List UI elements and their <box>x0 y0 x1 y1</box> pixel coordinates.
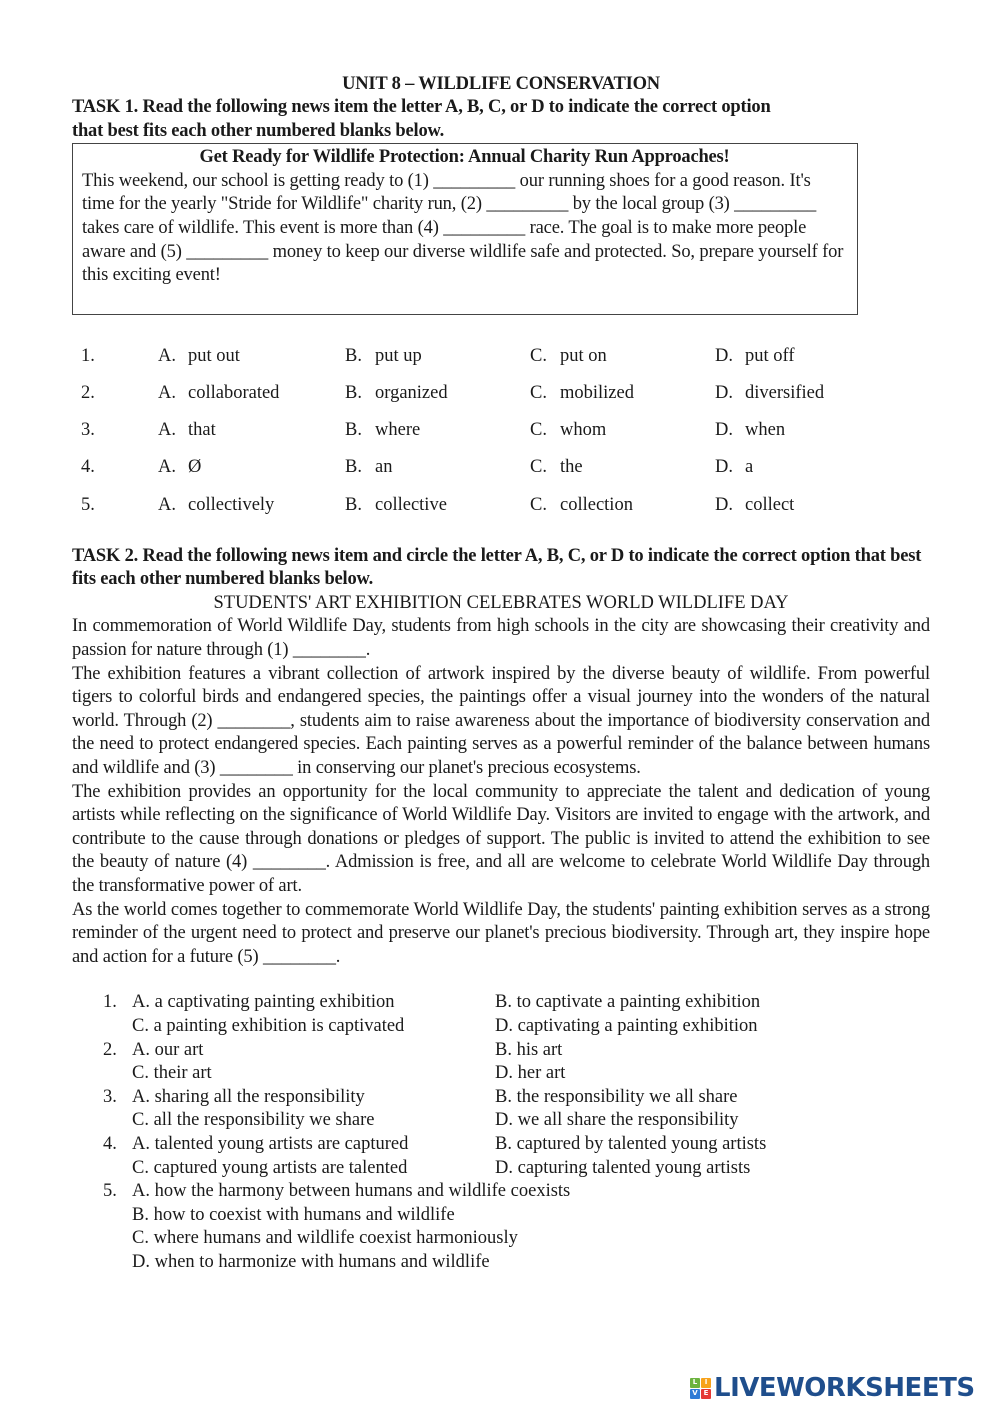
option-text: put out <box>188 345 240 366</box>
worksheet-page <box>72 72 930 1274</box>
option-letter: B. <box>345 420 362 441</box>
option-c[interactable]: C. where humans and wildlife coexist harmoniously <box>132 1228 518 1249</box>
question-number: 4. <box>81 457 95 478</box>
option-text: when <box>745 420 786 441</box>
logo-text: LIVEWORKSHEETS <box>714 1373 975 1403</box>
task1-heading-line1: TASK 1. Read the following news item the letter A, B, C, or D to indicate the correct option <box>72 97 771 117</box>
option-b[interactable] <box>345 382 530 406</box>
option-a[interactable] <box>158 494 345 518</box>
option-a[interactable] <box>158 345 345 369</box>
question-number: 1. <box>81 345 95 366</box>
option-text: where <box>375 420 421 441</box>
option-d[interactable]: D. we all share the responsibility <box>495 1110 739 1131</box>
option-a[interactable]: A. talented young artists are captured <box>132 1133 409 1154</box>
question-number: 4. <box>103 1133 117 1154</box>
option-c[interactable] <box>530 419 715 443</box>
option-c[interactable]: C. their art <box>132 1063 212 1084</box>
option-letter: C. <box>530 494 547 515</box>
option-text: organized <box>375 382 448 403</box>
logo-tile-i: I <box>701 1378 711 1388</box>
article-paragraph: The exhibition features a vibrant collection of artwork inspired by the diverse beauty of wildlife. From powerful tigers to colorful birds and endangered species, the paintings offer a visual journey into the wonders of the natural world. Through (2) ________, students aim to raise awareness about the importance of biodiversity conservation and the need to protect endangered species. Each painting serves as a powerful reminder of the balance between humans and wildlife and (3) ________ in conserving our planet's precious ecosystems. <box>72 663 930 778</box>
logo-tile-v: V <box>690 1389 700 1399</box>
logo-tile-e: E <box>701 1389 711 1399</box>
option-letter: A. <box>158 494 176 515</box>
option-letter: D. <box>715 457 733 478</box>
question-number: 2. <box>81 382 95 403</box>
option-text: collection <box>560 494 633 515</box>
option-letter: D. <box>715 345 733 366</box>
option-text: that <box>188 420 216 441</box>
option-text: collect <box>745 494 795 515</box>
option-letter: D. <box>715 494 733 515</box>
option-text: put on <box>560 345 607 366</box>
option-d[interactable]: D. capturing talented young artists <box>495 1157 751 1178</box>
article-body <box>72 615 930 969</box>
question-number: 3. <box>81 420 95 441</box>
option-letter: C. <box>530 345 547 366</box>
option-c[interactable]: C. a painting exhibition is captivated <box>132 1015 405 1036</box>
option-letter: B. <box>345 494 362 515</box>
option-a[interactable] <box>158 382 345 406</box>
question-number: 1. <box>103 992 117 1013</box>
logo-tile-l: L <box>690 1378 700 1388</box>
option-c[interactable]: C. all the responsibility we share <box>132 1110 375 1131</box>
option-text: Ø <box>188 457 202 478</box>
article-title: STUDENTS' ART EXHIBITION CELEBRATES WORLD WILDLIFE DAY <box>213 592 789 613</box>
task2-question <box>103 1086 930 1133</box>
option-a[interactable]: A. how the harmony between humans and wildlife coexists <box>132 1181 571 1202</box>
question-number: 5. <box>103 1181 117 1202</box>
option-text: collectively <box>188 494 275 515</box>
option-b[interactable] <box>345 345 530 369</box>
option-letter: B. <box>345 457 362 478</box>
news-item-title: Get Ready for Wildlife Protection: Annual Charity Run Approaches! <box>199 147 730 167</box>
task2-options <box>72 991 930 1274</box>
task1-question-row <box>72 450 872 487</box>
option-text: an <box>375 457 393 478</box>
task1-options <box>72 338 872 524</box>
option-letter: D. <box>715 382 733 403</box>
option-a[interactable]: A. our art <box>132 1039 204 1060</box>
task2-question <box>103 1180 930 1274</box>
option-text: mobilized <box>560 382 634 403</box>
option-b[interactable]: B. his art <box>495 1039 563 1060</box>
option-letter: C. <box>530 457 547 478</box>
logo-tiles-icon <box>690 1378 711 1399</box>
option-text: a <box>745 457 754 478</box>
question-number: 3. <box>103 1086 117 1107</box>
option-text: the <box>560 457 583 478</box>
option-letter: A. <box>158 457 176 478</box>
option-text: put off <box>745 345 795 366</box>
task1-heading <box>72 96 930 143</box>
option-d[interactable] <box>715 382 855 406</box>
task2-question <box>103 1039 930 1086</box>
option-d[interactable] <box>715 456 855 480</box>
option-a[interactable]: A. a captivating painting exhibition <box>132 992 395 1013</box>
option-text: diversified <box>745 382 825 403</box>
news-item-box <box>72 143 858 315</box>
task1-question-row <box>72 487 872 524</box>
option-text: put up <box>375 345 422 366</box>
option-d[interactable]: D. when to harmonize with humans and wildlife <box>132 1251 490 1272</box>
option-letter: A. <box>158 420 176 441</box>
news-item-text: This weekend, our school is getting ready to (1) _________ our running shoes for a good reason. It's time for the yearly "Stride for Wildlife" charity run, (2) _________ by the local group (3) _________ takes care of wildlife. This event is more than (4) _________ race. The goal is to make more people aware and (5) _________ money to keep our diverse wildlife safe and protected. So, prepare yourself for this exciting event! <box>82 170 844 286</box>
unit-title: UNIT 8 – WILDLIFE CONSERVATION <box>342 74 660 94</box>
option-a[interactable] <box>158 419 345 443</box>
option-letter: A. <box>158 345 176 366</box>
task1-question-row <box>72 375 872 412</box>
option-a[interactable] <box>158 456 345 480</box>
option-d[interactable] <box>715 494 855 518</box>
option-b[interactable]: B. how to coexist with humans and wildlife <box>132 1204 455 1225</box>
option-b[interactable] <box>345 456 530 480</box>
task2-section <box>72 545 930 1275</box>
option-c[interactable] <box>530 345 715 369</box>
task1-question-row <box>72 338 872 375</box>
task1-heading-line2: that best fits each other numbered blanks below. <box>72 120 445 141</box>
liveworksheets-logo <box>690 1374 975 1402</box>
option-d[interactable]: D. captivating a painting exhibition <box>495 1015 758 1036</box>
option-text: whom <box>560 420 607 441</box>
option-b[interactable]: B. the responsibility we all share <box>495 1086 738 1107</box>
option-b[interactable] <box>345 419 530 443</box>
option-c[interactable] <box>530 382 715 406</box>
option-d[interactable] <box>715 345 855 369</box>
option-letter: A. <box>158 382 176 403</box>
task2-question <box>103 1133 930 1180</box>
option-letter: C. <box>530 420 547 441</box>
option-text: collective <box>375 494 447 515</box>
task1-question-row <box>72 412 872 449</box>
task1-section <box>72 96 930 524</box>
option-letter: B. <box>345 382 362 403</box>
option-letter: C. <box>530 382 547 403</box>
option-b[interactable]: B. to captivate a painting exhibition <box>495 992 761 1013</box>
task2-question <box>103 991 930 1038</box>
option-b[interactable]: B. captured by talented young artists <box>495 1133 767 1154</box>
option-d[interactable]: D. her art <box>495 1063 566 1084</box>
article-paragraph: As the world comes together to commemorate World Wildlife Day, the students' painting exhibition serves as a strong reminder of the urgent need to protect and preserve our planet's precious biodiversity. Through art, they inspire hope and action for a future (5) ________. <box>72 899 930 967</box>
option-c[interactable] <box>530 494 715 518</box>
option-d[interactable] <box>715 419 855 443</box>
article-paragraph: In commemoration of World Wildlife Day, students from high schools in the city are showcasing their creativity and passion for nature through (1) ________. <box>72 616 930 661</box>
option-c[interactable]: C. captured young artists are talented <box>132 1157 408 1178</box>
article-paragraph: The exhibition provides an opportunity for the local community to appreciate the talent and dedication of young artists while reflecting on the significance of World Wildlife Day. Visitors are invited to engage with the artwork, and contribute to the cause through donations or pledges of support. The public is invited to attend the exhibition to see the beauty of nature (4) ________. Admission is free, and all are welcome to celebrate World Wildlife Day through the transformative power of art. <box>72 781 930 896</box>
option-a[interactable]: A. sharing all the responsibility <box>132 1086 365 1107</box>
option-c[interactable] <box>530 456 715 480</box>
option-b[interactable] <box>345 494 530 518</box>
question-number: 2. <box>103 1039 117 1060</box>
task2-heading: TASK 2. Read the following news item and circle the letter A, B, C, or D to indicate the correct option that best fits each other numbered blanks below. <box>72 545 922 590</box>
option-letter: B. <box>345 345 362 366</box>
option-text: collaborated <box>188 382 280 403</box>
option-letter: D. <box>715 420 733 441</box>
question-number: 5. <box>81 494 95 515</box>
